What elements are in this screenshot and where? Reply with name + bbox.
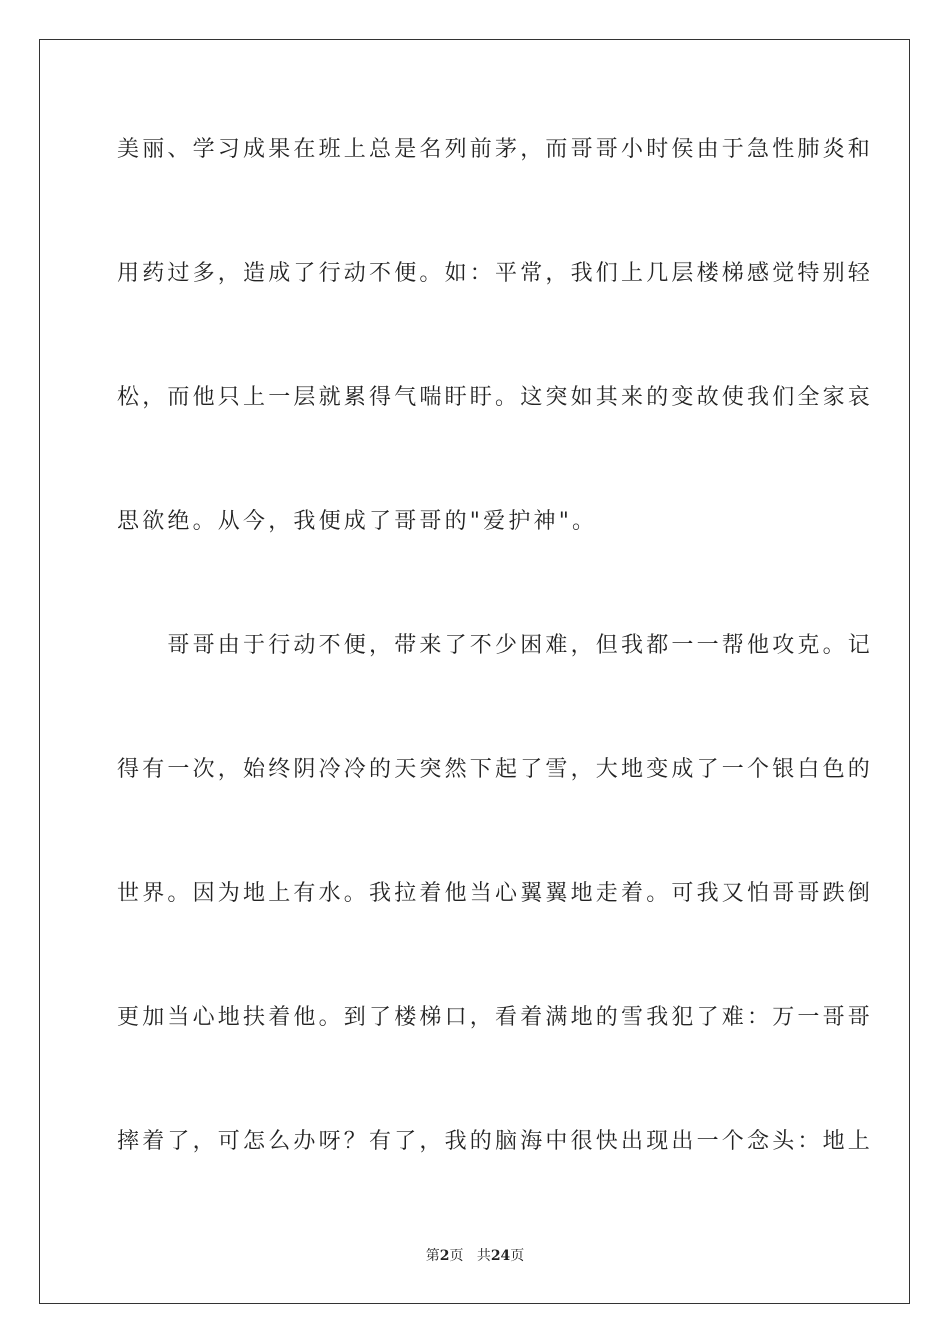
page-suffix: 页	[449, 1248, 464, 1264]
text-line-1: 美丽、学习成果在班上总是名列前茅，而哥哥小时侯由于急性肺炎和	[117, 137, 874, 162]
text-line-9: 摔着了，可怎么办呀？有了，我的脑海中很快出现出一个念头：地上	[117, 1129, 874, 1154]
text-line-6: 得有一次，始终阴冷冷的天突然下起了雪，大地变成了一个银白色的	[117, 757, 874, 782]
total-pages: 24	[490, 1248, 511, 1264]
text-line-2: 用药过多，造成了行动不便。如：平常，我们上几层楼梯感觉特别轻	[117, 261, 874, 286]
text-line-8: 更加当心地扶着他。到了楼梯口，看着满地的雪我犯了难：万一哥哥	[117, 1005, 874, 1030]
text-line-3: 松，而他只上一层就累得气喘盱盱。这突如其来的变故使我们全家哀	[117, 385, 874, 410]
page-footer	[0, 1247, 950, 1265]
total-suffix: 页	[510, 1248, 525, 1264]
text-line-7: 世界。因为地上有水。我拉着他当心翼翼地走着。可我又怕哥哥跌倒	[117, 881, 874, 906]
text-line-5: 哥哥由于行动不便，带来了不少困难，但我都一一帮他攻克。记	[117, 633, 874, 658]
text-line-4: 思欲绝。从今，我便成了哥哥的"爱护神"。	[117, 509, 598, 534]
page-border	[39, 39, 910, 1304]
page-prefix: 第	[425, 1248, 440, 1264]
page-number: 2	[439, 1248, 450, 1264]
total-prefix: 共	[476, 1248, 491, 1264]
